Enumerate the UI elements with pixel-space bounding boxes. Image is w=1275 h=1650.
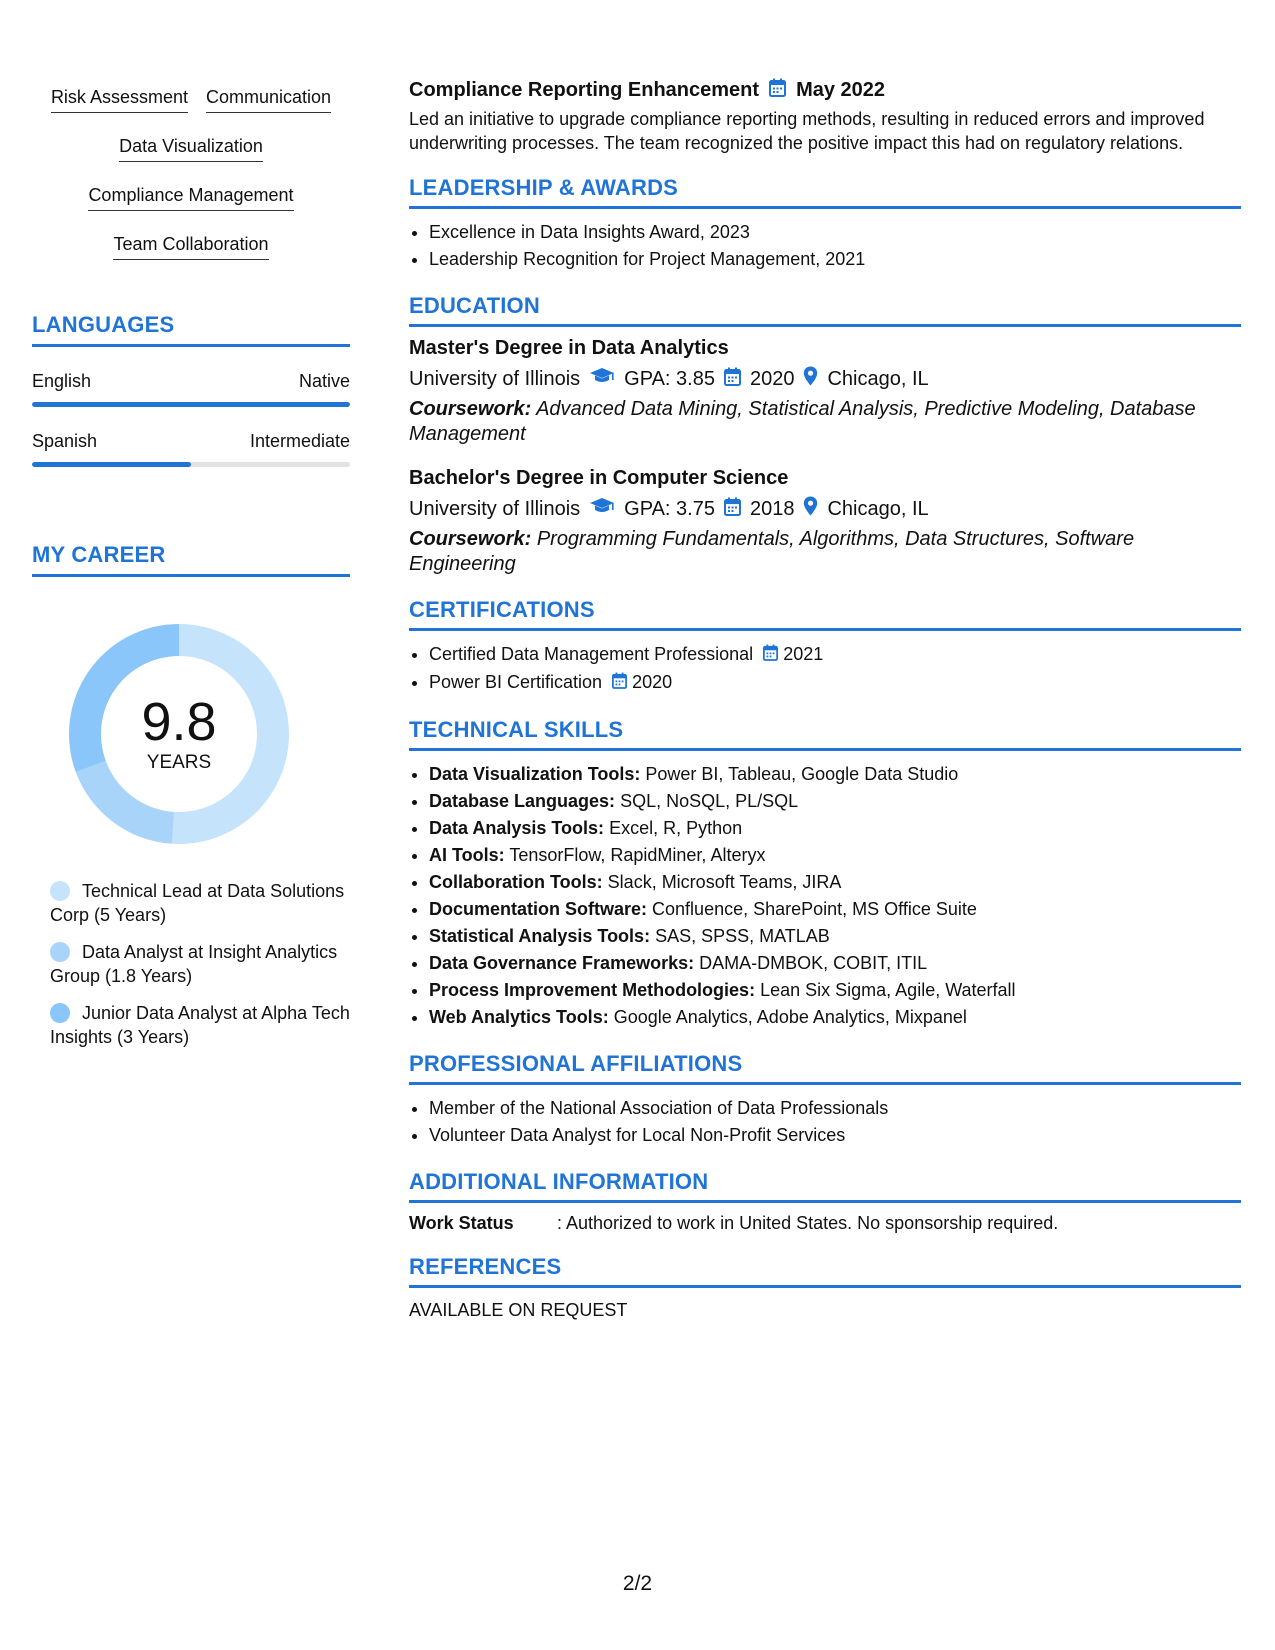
technical-skills-heading: TECHNICAL SKILLS (409, 717, 1241, 751)
donut-center-label (64, 619, 294, 849)
degree-gpa: GPA: 3.85 (624, 367, 715, 390)
language-item (32, 371, 350, 407)
tech-skill-item (429, 869, 1241, 896)
calendar-icon (612, 670, 627, 697)
left-column (32, 82, 350, 1047)
career-legend-item (50, 1001, 350, 1049)
career-role: Junior Data Analyst at Alpha Tech Insights (3 Years) (50, 1003, 350, 1047)
tech-skill-label: Process Improvement Methodologies: (429, 979, 756, 1000)
tech-skill-item (429, 950, 1241, 977)
career-legend (32, 879, 350, 1049)
tech-skill-label: Statistical Analysis Tools: (429, 925, 651, 946)
tech-skill-value: Slack, Microsoft Teams, JIRA (607, 871, 842, 892)
affiliation-item: • Member of the National Association of Data Professionals (429, 1095, 1241, 1122)
references-text: AVAILABLE ON REQUEST (409, 1299, 628, 1320)
certification-year: 2021 (783, 644, 824, 664)
project-title: Compliance Reporting Enhancement (409, 79, 760, 101)
education-section (409, 293, 1241, 577)
tech-skill-item (429, 788, 1241, 815)
language-level-bar (32, 402, 350, 407)
career-legend-item (50, 940, 350, 988)
tech-skill-item (429, 977, 1241, 1004)
coursework-list: Programming Fundamentals, Algorithms, Data Structures, Software Engineering (409, 528, 1135, 575)
project-entry (409, 78, 1241, 155)
degree-coursework (409, 397, 1241, 447)
tech-skill-item (429, 923, 1241, 950)
degree-year: 2018 (749, 497, 795, 520)
additional-info-heading: ADDITIONAL INFORMATION (409, 1169, 1241, 1203)
language-level-fill (32, 402, 350, 407)
calendar-icon (724, 367, 741, 392)
education-heading: EDUCATION (409, 293, 1241, 327)
languages-heading: LANGUAGES (32, 312, 350, 347)
legend-swatch (50, 1003, 70, 1023)
affiliations-heading: PROFESSIONAL AFFILIATIONS (409, 1051, 1241, 1085)
references-heading: REFERENCES (409, 1254, 1241, 1288)
language-level: Intermediate (249, 431, 350, 451)
degree-title: Bachelor's Degree in Computer Science (409, 467, 789, 489)
degree-entry (409, 337, 1241, 447)
legend-swatch (50, 881, 70, 901)
career-heading: MY CAREER (32, 542, 350, 577)
career-legend-item (50, 879, 350, 927)
certification-item (429, 641, 1241, 669)
career-total-years: 9.8 (141, 692, 217, 752)
calendar-icon (724, 497, 741, 522)
tech-skill-value: Confluence, SharePoint, MS Office Suite (652, 898, 977, 919)
degree-coursework (409, 527, 1241, 577)
career-role: Data Analyst at Insight Analytics Group (1.8 Years) (50, 942, 338, 986)
calendar-icon (769, 78, 786, 103)
degree-gpa: GPA: 3.75 (624, 497, 715, 520)
tech-skill-value: Google Analytics, Adobe Analytics, Mixpanel (613, 1006, 967, 1027)
affiliation-item: • Volunteer Data Analyst for Local Non-Profit Services (429, 1122, 1241, 1149)
right-column (409, 78, 1241, 1321)
skill-chip: Team Collaboration (113, 233, 268, 260)
language-level-bar (32, 462, 350, 467)
tech-skill-value: Excel, R, Python (609, 817, 743, 838)
degree-school: University of Illinois (409, 367, 581, 390)
graduation-cap-icon (589, 367, 615, 391)
degree-entry (409, 467, 1241, 577)
project-date: May 2022 (796, 79, 886, 101)
map-pin-icon (803, 496, 818, 522)
tech-skill-item (429, 815, 1241, 842)
award-item: • Leadership Recognition for Project Management, 2021 (429, 246, 1241, 273)
tech-skill-value: SQL, NoSQL, PL/SQL (620, 790, 799, 811)
map-pin-icon (803, 366, 818, 392)
degree-location: Chicago, IL (827, 367, 929, 390)
career-role: Technical Lead at Data Solutions Corp (5 Years) (50, 881, 345, 925)
calendar-icon (763, 642, 778, 669)
degree-school: University of Illinois (409, 497, 581, 520)
coursework-list: Advanced Data Mining, Statistical Analysis, Predictive Modeling, Database Management (409, 398, 1196, 445)
skills-cloud (32, 82, 350, 260)
tech-skill-label: AI Tools: (429, 844, 505, 865)
degree-location: Chicago, IL (827, 497, 929, 520)
career-section (32, 542, 350, 1062)
tech-skill-label: Collaboration Tools: (429, 871, 603, 892)
certification-name: Power BI Certification (429, 671, 603, 692)
certification-name: Certified Data Management Professional (429, 644, 754, 664)
language-item (32, 431, 350, 467)
degree-title: Master's Degree in Data Analytics (409, 337, 729, 359)
leadership-section (409, 175, 1241, 273)
affiliations-section (409, 1051, 1241, 1149)
skill-chip: Data Visualization (119, 135, 263, 162)
tech-skill-value: Lean Six Sigma, Agile, Waterfall (760, 979, 1016, 1000)
graduation-cap-icon (589, 497, 615, 521)
career-donut-chart (64, 619, 294, 849)
leadership-heading: LEADERSHIP & AWARDS (409, 175, 1241, 209)
project-description: Led an initiative to upgrade compliance reporting methods, resulting in reduced errors and improved underwriting processes. The team recognized the positive impact this had on regulatory relations. (409, 109, 1205, 153)
tech-skill-item (429, 761, 1241, 788)
tech-skill-value: SAS, SPSS, MATLAB (655, 925, 830, 946)
tech-skill-item (429, 1004, 1241, 1031)
tech-skill-value: Power BI, Tableau, Google Data Studio (645, 763, 959, 784)
skill-chip: Risk Assessment (51, 86, 188, 113)
tech-skill-label: Documentation Software: (429, 898, 648, 919)
technical-skills-section (409, 717, 1241, 1031)
certification-year: 2020 (632, 671, 673, 692)
language-level-fill (32, 462, 191, 467)
coursework-label: Coursework: (409, 528, 532, 550)
page-indicator: 2/2 (622, 1572, 653, 1595)
language-name: English (32, 371, 92, 391)
coursework-label: Coursework: (409, 398, 532, 420)
tech-skill-item (429, 842, 1241, 869)
tech-skill-label: Database Languages: (429, 790, 616, 811)
tech-skill-item (429, 896, 1241, 923)
additional-info-section (409, 1169, 1241, 1234)
tech-skill-value: TensorFlow, RapidMiner, Alteryx (509, 844, 766, 865)
references-section (409, 1254, 1241, 1321)
tech-skill-label: Data Visualization Tools: (429, 763, 641, 784)
skill-chip: Compliance Management (88, 184, 293, 211)
work-status-label: Work Status (409, 1212, 514, 1233)
language-name: Spanish (32, 431, 98, 451)
legend-swatch (50, 942, 70, 962)
certification-item (429, 669, 1241, 697)
certifications-heading: CERTIFICATIONS (409, 597, 1241, 631)
tech-skill-value: DAMA-DMBOK, COBIT, ITIL (699, 952, 928, 973)
certifications-section (409, 597, 1241, 697)
work-status-value: : Authorized to work in United States. No sponsorship required. (557, 1212, 1059, 1233)
language-level: Native (298, 371, 350, 391)
skill-chip: Communication (206, 86, 331, 113)
tech-skill-label: Data Analysis Tools: (429, 817, 605, 838)
languages-section (32, 312, 350, 467)
degree-year: 2020 (749, 367, 795, 390)
career-total-unit: YEARS (146, 752, 212, 773)
award-item: • Excellence in Data Insights Award, 2023 (429, 219, 1241, 246)
tech-skill-label: Web Analytics Tools: (429, 1006, 609, 1027)
tech-skill-label: Data Governance Frameworks: (429, 952, 695, 973)
